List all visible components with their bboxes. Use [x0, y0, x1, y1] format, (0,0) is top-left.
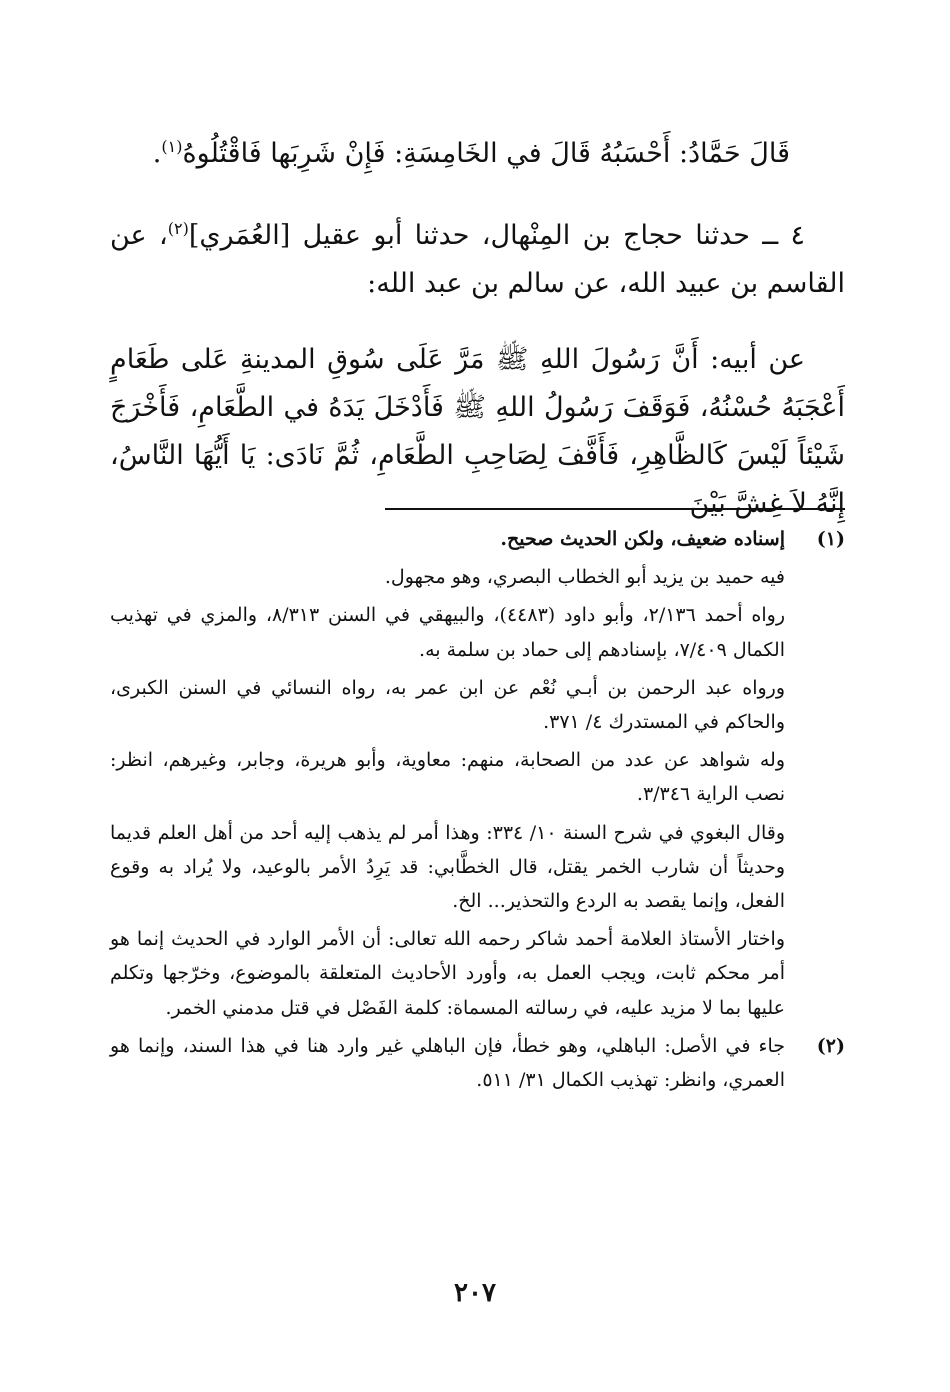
- footnote-paragraph: واختار الأستاذ العلامة أحمد شاكر رحمه الله تعالى: أن الأمر الوارد في الحديث إنما هو أمر محكم ثابت، ويجب العمل به، وأورد الأحاديث المتعلقة بالموضوع، وخرّجها وتكلم عليها بما لا مزيد عليه، في رسالته المسماة: كلمة الفَصْل في قتل مدمني الخمر.: [110, 928, 785, 1019]
- footnote-paragraph: فيه حميد بن يزيد أبو الخطاب البصري، وهو مجهول.: [384, 566, 785, 589]
- footnotes: [110, 522, 845, 1101]
- hadith-line-hammad: [110, 130, 845, 178]
- footnote-body: [110, 1029, 785, 1101]
- footnote-paragraph: رواه أحمد ٢/١٣٦، وأبو داود (٤٤٨٣)، والبيهقي في السنن ٨/٣١٣، والمزي في تهذيب الكمال ٧/٤٠٩، بإسنادهم إلى حماد بن سلمة به.: [110, 604, 785, 661]
- footnote-paragraph: إسناده ضعيف، ولكن الحديث صحيح.: [500, 528, 785, 550]
- hammad-end: .: [152, 138, 162, 169]
- hammad-text: قَالَ حَمَّادُ: أَحْسَبُهُ قَالَ في الخَامِسَةِ: فَإِنْ شَرِبَها فَاقْتُلُوهُ: [182, 138, 790, 169]
- footnote-paragraph: ورواه عبد الرحمن بن أبـي نُعْم عن ابن عمر به، رواه النسائي في السنن الكبرى، والحاكم في المستدرك ٤/ ٣٧١.: [110, 676, 785, 734]
- footnote-ref-2[interactable]: (٢): [167, 219, 189, 238]
- footnote-body: [110, 522, 785, 1029]
- footnote-divider: [385, 508, 845, 510]
- footnote-marker: (٢): [816, 1034, 845, 1057]
- footnote-1: [110, 522, 845, 1029]
- footnote-paragraph: وله شواهد عن عدد من الصحابة، منهم: معاوية، وأبو هريرة، وجابر، وغيرهم، انظر: نصب الراية ٣/٣٤٦.: [110, 749, 785, 806]
- footnote-paragraph: جاء في الأصل: الباهلي، وهو خطأ، فإن الباهلي غير وارد هنا في هذا السند، وإنما هو العمري، وانظر: تهذيب الكمال ٣١/ ٥١١.: [110, 1034, 785, 1092]
- matn-text: عن أبيه: أَنَّ رَسُولَ اللهِ ﷺ مَرَّ عَلَى سُوقِ المدينةِ عَلى طَعَامٍ أَعْجَبَهُ حُسْنُهُ، فَوَقَفَ رَسُولُ اللهِ ﷺ فَأَدْخَلَ يَدَهُ في الطَّعَامِ، فَأَخْرَجَ شَيْئاً لَيْسَ كَالظَّاهِرِ، فَأَفَّفَ لِصَاحِبِ الطَّعَامِ، ثُمَّ نَادَى: يَا أَيُّهَا النَّاسُ، إِنَّهُ لاَ غِشَّ بَيْنَ: [110, 344, 845, 519]
- footnote-2: [110, 1029, 845, 1101]
- footnote-paragraph: وقال البغوي في شرح السنة ١٠/ ٣٣٤: وهذا أمر لم يذهب إليه أحد من أهل العلم قديما وحديثاً أن شارب الخمر يقتل، قال الخطَّابي: قد يَرِدُ الأمر بالوعيد، ولا يُراد به وقوع الفعل، وإنما يقصد به الردع والتحذير... الخ.: [110, 821, 785, 913]
- isnad-text: ٤ ــ حدثنا حجاج بن المِنْهال، حدثنا أبو عقيل [العُمَري]: [188, 220, 805, 251]
- hadith-4-isnad: [110, 212, 845, 308]
- page-number: ٢٠٧: [454, 1278, 496, 1308]
- isnad-rest: ، عن القاسم بن عبيد الله، عن سالم بن عبد الله:: [110, 220, 845, 299]
- footnote-marker: (١): [816, 528, 845, 550]
- hadith-4-matn: [110, 336, 845, 528]
- footnote-ref-1[interactable]: (١): [161, 137, 183, 156]
